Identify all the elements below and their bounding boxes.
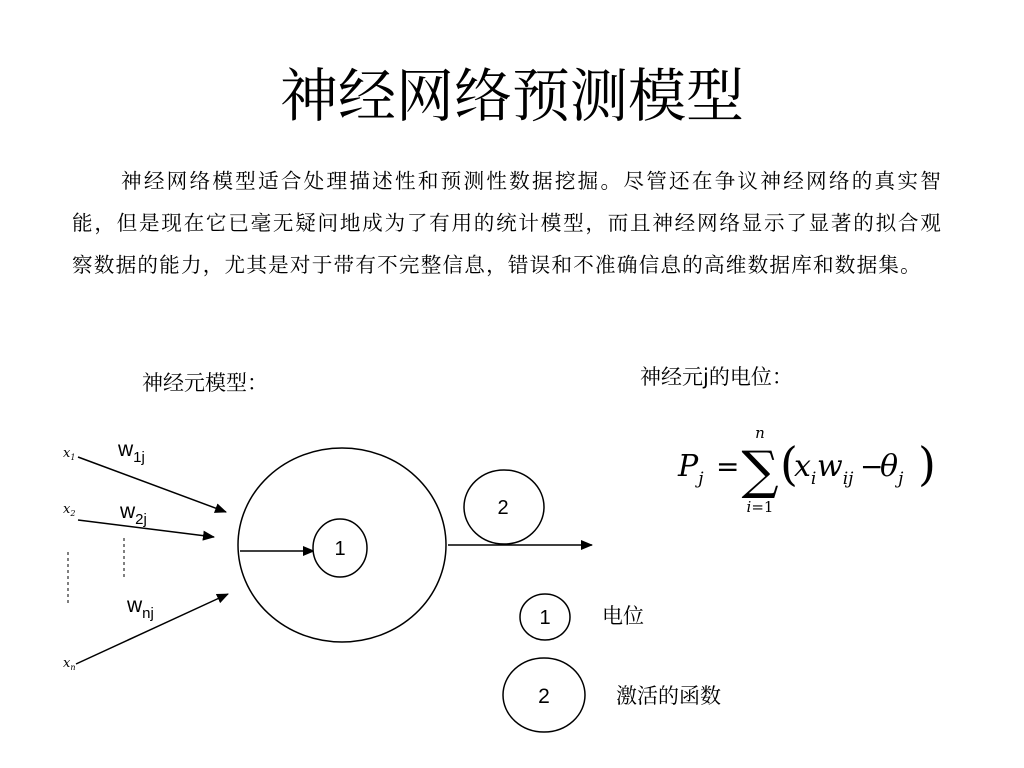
weight-w1j-label: $w_{1j}$	[118, 438, 145, 466]
input-x1-label: $x_1$	[63, 446, 76, 462]
formula-sum-top: n	[755, 424, 765, 442]
legend-1-number: 1	[539, 607, 551, 629]
formula-minus: −	[860, 450, 884, 483]
formula-x: $x_i$	[794, 449, 817, 489]
formula-sum-bottom: i=1	[746, 498, 774, 516]
input-arrow-1	[78, 457, 226, 512]
formula-paren-left: (	[780, 437, 798, 491]
formula-equals: =	[716, 450, 740, 483]
legend-1-text: 电位	[602, 604, 644, 628]
description-paragraph: 神经网络模型适合处理描述性和预测性数据挖掘。尽管还在争议神经网络的真实智能，但是现在它已毫无疑问地成为了有用的统计模型，而且神经网络显示了显著的拟合观察数据的能力，尤其是对于带有不完整信息，错误和不准确信息的高维数据库和数据集。	[72, 169, 942, 277]
potential-formula	[670, 420, 940, 520]
weight-w2j-label: $w_{2j}$	[120, 500, 147, 528]
weight-wnj-label: $w_{nj}$	[127, 594, 154, 622]
input-x2-label: $x_2$	[63, 502, 76, 518]
formula-theta: $\theta_j$	[880, 449, 904, 489]
formula-w: $w_{ij}$	[817, 449, 854, 489]
potential-node-number: 1	[334, 538, 346, 560]
potential-label: 神经元j的电位：	[640, 365, 793, 389]
neuron-model-label: 神经元模型：	[142, 371, 268, 395]
legend-2-number: 2	[538, 685, 550, 708]
input-xn-label: $x_n$	[63, 656, 76, 672]
page-title: 神经网络预测模型	[279, 62, 744, 130]
formula-p: $P_j$	[678, 449, 704, 489]
legend-2-text: 激活的函数	[616, 684, 721, 708]
activation-node-number: 2	[497, 497, 509, 519]
formula-paren-right: )	[918, 437, 936, 491]
formula-sum-icon: ∑	[741, 441, 779, 501]
